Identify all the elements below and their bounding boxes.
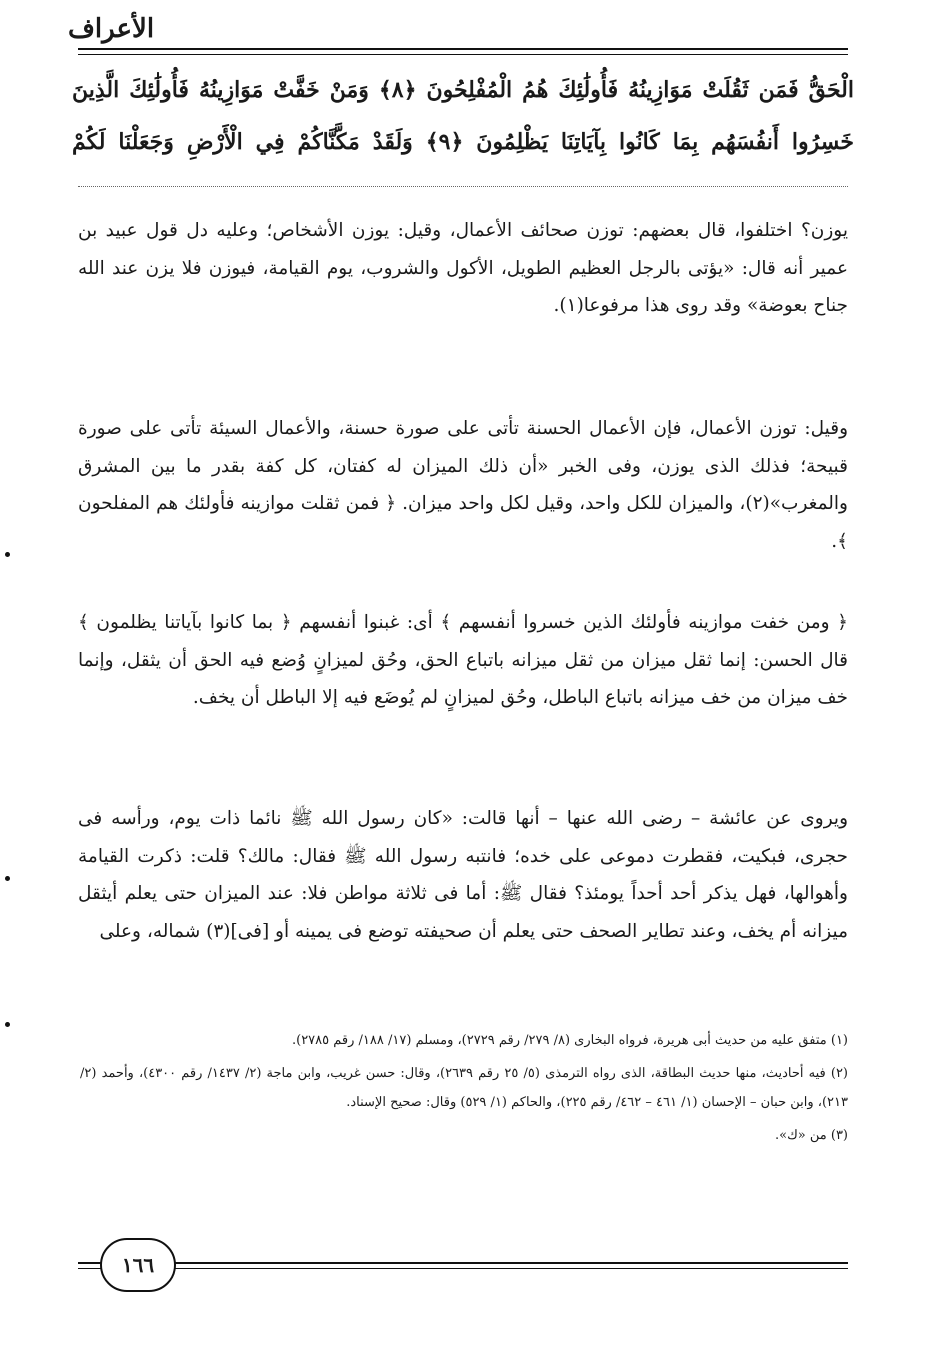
margin-mark [5, 876, 10, 881]
verse-line: خَسِرُوا أَنفُسَهُم بِمَا كَانُوا بِآيَاتِنَا يَظْلِمُونَ ﴿٩﴾ وَلَقَدْ مَكَّنَّاكُمْ فِي الْأَرْضِ وَجَعَلْنَا لَكُمْ [72, 129, 854, 155]
surah-header-title: الأعراف [67, 14, 155, 44]
commentary-paragraph [78, 212, 848, 325]
footer-rule [78, 1262, 848, 1264]
footnote: (١) متفق عليه من حديث أبى هريرة، فرواه البخارى (٨/ ٢٧٩/ رقم ٢٧٢٩)، ومسلم (١٧/ ١٨٨/ رقم ٢٧٨٥). [291, 1033, 848, 1048]
commentary-paragraph [78, 604, 848, 717]
commentary-paragraph [78, 410, 848, 560]
verse-separator [78, 186, 848, 187]
paragraph-text: وقيل: توزن الأعمال، فإن الأعمال الحسنة تأتى على صورة حسنة، والأعمال السيئة تأتى على صورة قبيحة؛ فذلك الذى يوزن، وفى الخبر «أن ذلك الميزان له كفتان، كل كفة بقدر ما بين المشرق والمغرب»(٢)، والميزان للكل واحد، وقيل لكل واحد ميزان. ﴿ فمن ثقلت موازينه فأولئك هم المفلحون ﴾. [78, 418, 848, 552]
footer-rule-thin [78, 1268, 848, 1269]
footnote: (٢) فيه أحاديث، منها حديث البطاقة، الذى رواه الترمذى (٥/ ٢٥ رقم ٢٦٣٩)، وقال: حسن غريب، وابن ماجة (٢/ ١٤٣٧/ رقم ٤٣٠٠)، وأحمد (٢/ ٢١٣)، وابن حبان – الإحسان (١/ ٤٦١ – ٤٦٢/ رقم ٢٢٥)، والحاكم (١/ ٥٢٩) وقال: صحيح الإسناد. [80, 1066, 848, 1110]
paragraph-text: ويروى عن عائشة – رضى الله عنها – أنها قالت: «كان رسول الله ﷺ نائما ذات يوم، ورأسه فى حجرى، فبكيت، فقطرت دموعى على خده؛ فانتبه رسول الله ﷺ فقال: مالك؟ قلت: ذكرت القيامة وأهوالها، فهل يذكر أحد أحداً يومئذ؟ فقال ﷺ: أما فى ثلاثة مواطن فلا: عند الميزان حتى يعلم أيثقل ميزانه أم يخف، وعند تطاير الصحف حتى يعلم أن صحيفته توضع فى يمينه أو [فى](٣) شماله، وعلى [78, 808, 848, 942]
commentary-paragraph [78, 800, 848, 950]
footnote: (٣) من «ك». [774, 1128, 848, 1143]
footnotes [80, 1026, 848, 1154]
quran-verses [72, 64, 854, 168]
paragraph-text: ﴿ ومن خفت موازينه فأولئك الذين خسروا أنفسهم ﴾ أى: غبنوا أنفسهم ﴿ بما كانوا بآياتنا يظلمون ﴾ قال الحسن: إنما ثقل ميزان من ثقل ميزانه باتباع الحق، وحُق لميزانٍ وُضع فيه الحق أن يثقل، وإنما خف ميزان من خف ميزانه باتباع الباطل، وحُق لميزانٍ لم يُوضَع فيه إلا الباطل أن يخف. [78, 612, 848, 708]
paragraph-text: يوزن؟ اختلفوا، قال بعضهم: توزن صحائف الأعمال، وقيل: يوزن الأشخاص؛ وعليه دل قول عبيد بن عمير أنه قال: «يؤتى بالرجل العظيم الطويل، الأكول والشروب، يوم القيامة، فيوزن فلا يزن عند الله جناح بعوضة» وقد روى هذا مرفوعا(١). [78, 220, 848, 316]
margin-mark [5, 1022, 10, 1027]
page-number: ١٦٦ [100, 1238, 176, 1292]
header-rule-thin [78, 54, 848, 55]
margin-mark [5, 552, 10, 557]
verse-line: الْحَقُّ فَمَن ثَقُلَتْ مَوَازِينُهُ فَأُولَٰئِكَ هُمُ الْمُفْلِحُونَ ﴿٨﴾ وَمَنْ خَفَّتْ مَوَازِينُهُ فَأُولَٰئِكَ الَّذِينَ [72, 77, 854, 103]
header-rule [78, 48, 848, 50]
